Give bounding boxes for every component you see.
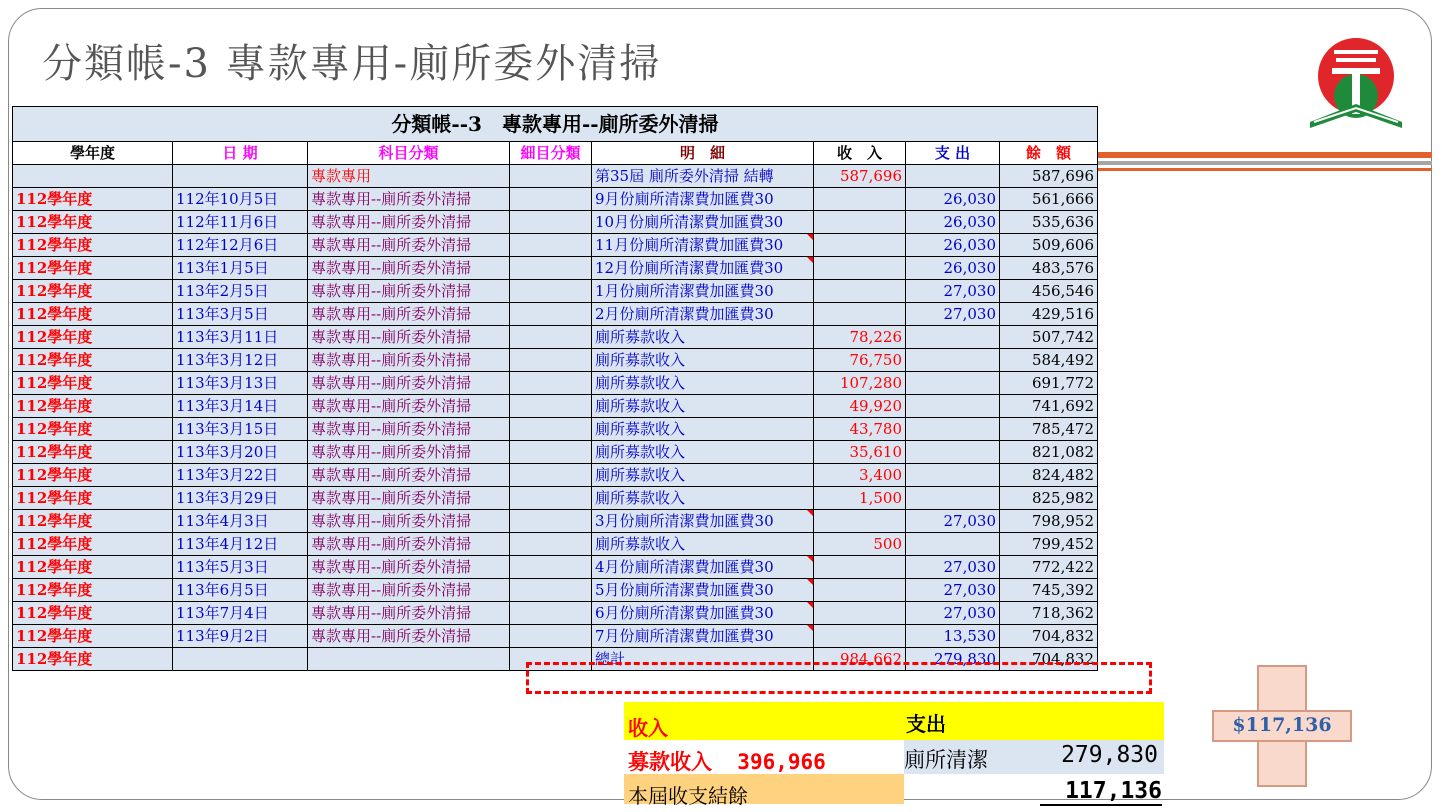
row-detail: 廁所募款收入 (592, 441, 814, 464)
total-highlight-box (526, 662, 1152, 694)
row-date: 113年1月5日 (173, 257, 308, 280)
row-income (814, 602, 906, 625)
row-category: 專款專用--廁所委外清掃 (308, 418, 510, 441)
table-row (13, 303, 1098, 326)
slide-title: 分類帳-3 專款專用-廁所委外清掃 (42, 41, 662, 87)
opening-balance: 587,696 (1000, 165, 1098, 188)
row-balance: 483,576 (1000, 257, 1098, 280)
header-row (13, 142, 1098, 165)
row-date: 113年3月11日 (173, 326, 308, 349)
row-balance: 535,636 (1000, 211, 1098, 234)
row-year: 112學年度 (13, 234, 173, 257)
row-subcategory (510, 418, 592, 441)
row-expense (906, 372, 1000, 395)
row-detail: 12月份廁所清潔費加匯費30 (592, 257, 814, 280)
row-expense (906, 326, 1000, 349)
summary-header-bg (624, 702, 1164, 740)
table-row (13, 280, 1098, 303)
table-row (13, 326, 1098, 349)
row-expense: 26,030 (906, 188, 1000, 211)
row-income (814, 280, 906, 303)
row-date: 113年7月4日 (173, 602, 308, 625)
row-subcategory (510, 234, 592, 257)
row-category: 專款專用--廁所委外清掃 (308, 510, 510, 533)
summary-cleaning-label: 廁所清潔 (904, 748, 988, 772)
table-row (13, 211, 1098, 234)
row-detail: 廁所募款收入 (592, 395, 814, 418)
summary-fundraising-value: 396,966 (737, 750, 826, 774)
school-logo (1306, 30, 1406, 130)
row-date: 113年3月15日 (173, 418, 308, 441)
row-expense: 27,030 (906, 280, 1000, 303)
row-detail: 廁所募款收入 (592, 464, 814, 487)
row-year: 112學年度 (13, 349, 173, 372)
row-balance: 745,392 (1000, 579, 1098, 602)
row-expense (906, 418, 1000, 441)
row-expense: 13,530 (906, 625, 1000, 648)
row-income: 35,610 (814, 441, 906, 464)
table-row (13, 372, 1098, 395)
row-subcategory (510, 510, 592, 533)
row-date: 113年3月22日 (173, 464, 308, 487)
row-date: 113年4月12日 (173, 533, 308, 556)
row-expense: 26,030 (906, 257, 1000, 280)
row-detail: 9月份廁所清潔費加匯費30 (592, 188, 814, 211)
row-year: 112學年度 (13, 188, 173, 211)
opening-year (13, 165, 173, 188)
row-date: 113年4月3日 (173, 510, 308, 533)
row-category: 專款專用--廁所委外清掃 (308, 625, 510, 648)
row-detail: 5月份廁所清潔費加匯費30 (592, 579, 814, 602)
row-detail: 廁所募款收入 (592, 533, 814, 556)
row-category: 專款專用--廁所委外清掃 (308, 303, 510, 326)
row-date: 113年3月13日 (173, 372, 308, 395)
row-subcategory (510, 188, 592, 211)
row-income (814, 257, 906, 280)
row-year: 112學年度 (13, 441, 173, 464)
row-detail: 10月份廁所清潔費加匯費30 (592, 211, 814, 234)
row-category: 專款專用--廁所委外清掃 (308, 326, 510, 349)
row-category: 專款專用--廁所委外清掃 (308, 280, 510, 303)
row-balance: 825,982 (1000, 487, 1098, 510)
table-row (13, 487, 1098, 510)
header-expense: 支 出 (906, 142, 1000, 165)
total-balance: 704,832 (1000, 648, 1098, 671)
row-income: 76,750 (814, 349, 906, 372)
row-expense (906, 464, 1000, 487)
table-row (13, 533, 1098, 556)
row-subcategory (510, 395, 592, 418)
row-year: 112學年度 (13, 303, 173, 326)
row-balance: 821,082 (1000, 441, 1098, 464)
row-subcategory (510, 556, 592, 579)
row-expense: 27,030 (906, 556, 1000, 579)
row-expense: 27,030 (906, 602, 1000, 625)
balance-cross-callout (1212, 665, 1352, 787)
row-year: 112學年度 (13, 625, 173, 648)
table-row (13, 349, 1098, 372)
total-expense: 279,830 (906, 648, 1000, 671)
table-row (13, 188, 1098, 211)
row-date: 113年3月14日 (173, 395, 308, 418)
row-expense (906, 533, 1000, 556)
table-row (13, 441, 1098, 464)
row-income (814, 625, 906, 648)
row-year: 112學年度 (13, 556, 173, 579)
row-balance: 507,742 (1000, 326, 1098, 349)
total-date (173, 648, 308, 671)
row-income: 1,500 (814, 487, 906, 510)
row-income (814, 211, 906, 234)
total-category (308, 648, 510, 671)
row-subcategory (510, 257, 592, 280)
table-row (13, 579, 1098, 602)
row-subcategory (510, 349, 592, 372)
table-row (13, 556, 1098, 579)
row-year: 112學年度 (13, 280, 173, 303)
opening-expense (906, 165, 1000, 188)
summary-net-value: 117,136 (1040, 778, 1162, 806)
total-detail: 總計 (592, 648, 814, 671)
row-category: 專款專用--廁所委外清掃 (308, 464, 510, 487)
row-balance: 691,772 (1000, 372, 1098, 395)
row-subcategory (510, 372, 592, 395)
row-balance: 824,482 (1000, 464, 1098, 487)
row-year: 112學年度 (13, 602, 173, 625)
row-balance: 799,452 (1000, 533, 1098, 556)
row-date: 112年12月6日 (173, 234, 308, 257)
header-category: 科目分類 (308, 142, 510, 165)
row-detail: 2月份廁所清潔費加匯費30 (592, 303, 814, 326)
row-category: 專款專用--廁所委外清掃 (308, 257, 510, 280)
row-expense: 27,030 (906, 510, 1000, 533)
row-date: 113年6月5日 (173, 579, 308, 602)
row-income (814, 556, 906, 579)
row-income: 43,780 (814, 418, 906, 441)
opening-detail: 第35屆 廁所委外清掃 結轉 (592, 165, 814, 188)
row-detail: 6月份廁所清潔費加匯費30 (592, 602, 814, 625)
row-category: 專款專用--廁所委外清掃 (308, 487, 510, 510)
table-row (13, 418, 1098, 441)
row-subcategory (510, 280, 592, 303)
row-subcategory (510, 602, 592, 625)
row-balance: 509,606 (1000, 234, 1098, 257)
row-category: 專款專用--廁所委外清掃 (308, 441, 510, 464)
row-category: 專款專用--廁所委外清掃 (308, 579, 510, 602)
row-category: 專款專用--廁所委外清掃 (308, 234, 510, 257)
row-detail: 4月份廁所清潔費加匯費30 (592, 556, 814, 579)
header-date: 日 期 (173, 142, 308, 165)
row-date: 112年10月5日 (173, 188, 308, 211)
row-category: 專款專用--廁所委外清掃 (308, 395, 510, 418)
row-detail: 廁所募款收入 (592, 349, 814, 372)
table-row (13, 602, 1098, 625)
header-subcategory: 細目分類 (510, 142, 592, 165)
opening-date (173, 165, 308, 188)
row-detail: 11月份廁所清潔費加匯費30 (592, 234, 814, 257)
summary-net-label: 本屆收支結餘 (628, 784, 748, 808)
row-detail: 廁所募款收入 (592, 487, 814, 510)
row-year: 112學年度 (13, 464, 173, 487)
header-detail: 明 細 (592, 142, 814, 165)
row-expense: 27,030 (906, 579, 1000, 602)
row-date: 113年3月29日 (173, 487, 308, 510)
row-year: 112學年度 (13, 395, 173, 418)
opening-income: 587,696 (814, 165, 906, 188)
row-detail: 7月份廁所清潔費加匯費30 (592, 625, 814, 648)
row-detail: 3月份廁所清潔費加匯費30 (592, 510, 814, 533)
row-category: 專款專用--廁所委外清掃 (308, 188, 510, 211)
opening-subcategory (510, 165, 592, 188)
row-year: 112學年度 (13, 257, 173, 280)
row-detail: 1月份廁所清潔費加匯費30 (592, 280, 814, 303)
row-subcategory (510, 579, 592, 602)
row-income (814, 188, 906, 211)
callout-value: $117,136 (1232, 714, 1332, 736)
row-balance: 798,952 (1000, 510, 1098, 533)
row-date: 113年3月20日 (173, 441, 308, 464)
table-row (13, 257, 1098, 280)
row-year: 112學年度 (13, 326, 173, 349)
row-detail: 廁所募款收入 (592, 372, 814, 395)
row-expense (906, 487, 1000, 510)
row-income: 500 (814, 533, 906, 556)
row-subcategory (510, 625, 592, 648)
row-year: 112學年度 (13, 487, 173, 510)
total-income: 984,662 (814, 648, 906, 671)
row-date: 113年3月12日 (173, 349, 308, 372)
row-balance: 561,666 (1000, 188, 1098, 211)
row-balance: 785,472 (1000, 418, 1098, 441)
decorative-bars (1098, 152, 1432, 174)
row-year: 112學年度 (13, 510, 173, 533)
row-subcategory (510, 464, 592, 487)
row-balance: 456,546 (1000, 280, 1098, 303)
summary-fundraising-label: 募款收入 396,966 (628, 750, 826, 774)
row-balance: 429,516 (1000, 303, 1098, 326)
row-income: 107,280 (814, 372, 906, 395)
row-year: 112學年度 (13, 533, 173, 556)
row-balance: 718,362 (1000, 602, 1098, 625)
row-income (814, 303, 906, 326)
header-balance: 餘 額 (1000, 142, 1098, 165)
row-income: 3,400 (814, 464, 906, 487)
row-expense (906, 395, 1000, 418)
row-income: 49,920 (814, 395, 906, 418)
row-expense: 26,030 (906, 211, 1000, 234)
table-row (13, 234, 1098, 257)
row-category: 專款專用--廁所委外清掃 (308, 602, 510, 625)
row-subcategory (510, 326, 592, 349)
row-subcategory (510, 533, 592, 556)
row-detail: 廁所募款收入 (592, 418, 814, 441)
row-year: 112學年度 (13, 211, 173, 234)
row-income: 78,226 (814, 326, 906, 349)
opening-row (13, 165, 1098, 188)
row-category: 專款專用--廁所委外清掃 (308, 556, 510, 579)
header-income: 收 入 (814, 142, 906, 165)
row-subcategory (510, 441, 592, 464)
summary-income-label: 收入 (628, 716, 668, 740)
row-expense (906, 349, 1000, 372)
row-balance: 704,832 (1000, 625, 1098, 648)
row-balance: 584,492 (1000, 349, 1098, 372)
opening-category: 專款專用 (308, 165, 510, 188)
row-date: 112年11月6日 (173, 211, 308, 234)
ledger-table (12, 106, 1098, 671)
row-date: 113年9月2日 (173, 625, 308, 648)
table-title: 分類帳--3 專款專用--廁所委外清掃 (13, 107, 1098, 142)
total-year: 112學年度 (13, 648, 173, 671)
row-subcategory (510, 487, 592, 510)
row-expense: 26,030 (906, 234, 1000, 257)
table-row (13, 464, 1098, 487)
row-date: 113年5月3日 (173, 556, 308, 579)
table-title-row (13, 107, 1098, 142)
header-year: 學年度 (13, 142, 173, 165)
table-row (13, 510, 1098, 533)
row-subcategory (510, 303, 592, 326)
row-year: 112學年度 (13, 372, 173, 395)
row-balance: 741,692 (1000, 395, 1098, 418)
table-row (13, 625, 1098, 648)
row-category: 專款專用--廁所委外清掃 (308, 349, 510, 372)
row-year: 112學年度 (13, 418, 173, 441)
row-income (814, 510, 906, 533)
row-category: 專款專用--廁所委外清掃 (308, 533, 510, 556)
table-row (13, 395, 1098, 418)
row-category: 專款專用--廁所委外清掃 (308, 372, 510, 395)
row-category: 專款專用--廁所委外清掃 (308, 211, 510, 234)
row-detail: 廁所募款收入 (592, 326, 814, 349)
row-income (814, 579, 906, 602)
row-expense (906, 441, 1000, 464)
summary-expense-label: 支出 (906, 712, 946, 736)
row-subcategory (510, 211, 592, 234)
row-expense: 27,030 (906, 303, 1000, 326)
row-year: 112學年度 (13, 579, 173, 602)
row-income (814, 234, 906, 257)
summary-cleaning-value: 279,830 (1061, 742, 1158, 768)
row-balance: 772,422 (1000, 556, 1098, 579)
row-date: 113年3月5日 (173, 303, 308, 326)
row-date: 113年2月5日 (173, 280, 308, 303)
